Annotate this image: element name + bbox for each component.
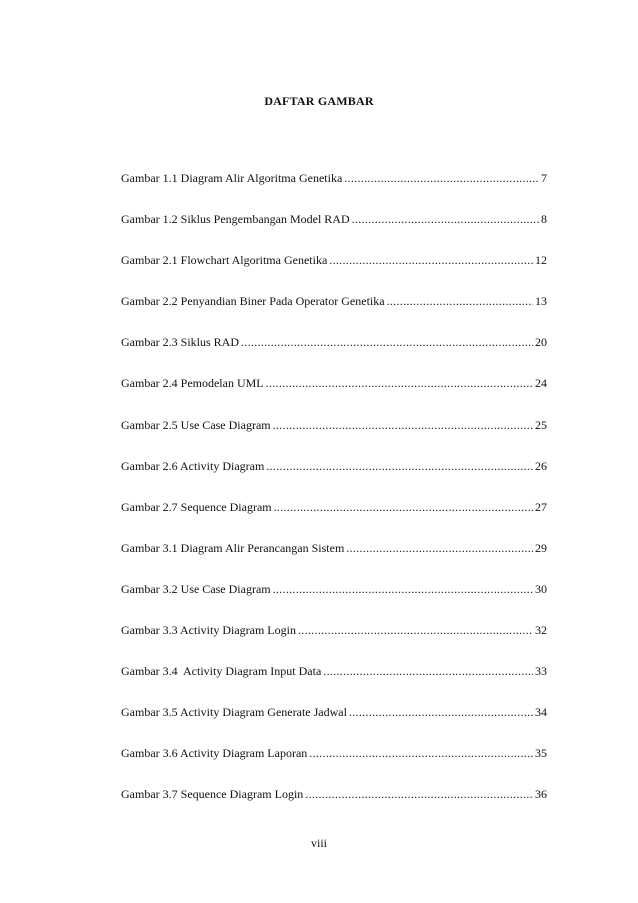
toc-entry xyxy=(121,746,547,763)
dot-leader xyxy=(266,376,533,391)
toc-entry-page: 29 xyxy=(535,540,547,555)
dot-leader xyxy=(323,664,533,679)
toc-entry-page: 30 xyxy=(535,581,547,596)
dot-leader xyxy=(346,541,533,556)
toc-entry-page: 27 xyxy=(535,499,547,514)
toc-entry xyxy=(121,212,547,229)
toc-entry-label: Gambar 3.4 Activity Diagram Input Data xyxy=(121,664,322,679)
toc-entry-label: Gambar 2.6 Activity Diagram xyxy=(121,458,265,473)
toc-entry xyxy=(121,541,547,558)
toc-entry-page: 26 xyxy=(535,458,547,473)
toc-entry-label: Gambar 3.2 Use Case Diagram xyxy=(121,581,271,596)
toc-entry-page: 13 xyxy=(535,294,547,309)
dot-leader xyxy=(266,459,533,474)
toc-entry xyxy=(121,253,547,270)
toc-entry-page: 7 xyxy=(541,171,547,185)
toc-entry-label: Gambar 3.7 Sequence Diagram Login xyxy=(121,787,304,802)
toc-entry xyxy=(121,459,547,476)
toc-entry xyxy=(121,335,547,352)
toc-entry xyxy=(121,664,547,681)
toc-entry-label: Gambar 2.3 Siklus RAD xyxy=(121,335,239,350)
toc-entry xyxy=(121,376,547,393)
toc-entry-label: Gambar 2.1 Flowchart Algoritma Genetika xyxy=(121,253,328,268)
dot-leader xyxy=(344,171,539,186)
toc-entry xyxy=(121,171,547,188)
dot-leader xyxy=(387,294,533,309)
dot-leader xyxy=(274,500,533,515)
toc-entry-page: 25 xyxy=(535,417,547,432)
toc-entry-page: 32 xyxy=(535,623,547,638)
toc-entry-page: 36 xyxy=(535,787,547,802)
toc-entry-page: 24 xyxy=(535,376,547,391)
toc-entry-label: Gambar 3.5 Activity Diagram Generate Jadwal xyxy=(121,705,347,720)
list-of-figures xyxy=(121,171,547,829)
toc-entry xyxy=(121,705,547,722)
toc-entry-label: Gambar 2.2 Penyandian Biner Pada Operator Genetika xyxy=(121,294,385,309)
toc-entry-label: Gambar 3.3 Activity Diagram Login xyxy=(121,623,296,638)
toc-entry-label: Gambar 2.7 Sequence Diagram xyxy=(121,499,272,514)
dot-leader xyxy=(329,253,533,268)
toc-entry xyxy=(121,623,547,640)
dot-leader xyxy=(305,787,533,802)
dot-leader xyxy=(241,335,533,350)
toc-entry-label: Gambar 2.5 Use Case Diagram xyxy=(121,417,271,432)
toc-entry-page: 8 xyxy=(541,212,547,227)
toc-entry xyxy=(121,294,547,311)
toc-entry-page: 35 xyxy=(535,746,547,761)
toc-entry-label: Gambar 3.6 Activity Diagram Laporan xyxy=(121,746,308,761)
dot-leader xyxy=(273,582,533,597)
toc-entry-page: 20 xyxy=(535,335,547,350)
page-title: DAFTAR GAMBAR xyxy=(264,94,374,108)
dot-leader xyxy=(298,623,533,638)
toc-entry xyxy=(121,787,547,804)
dot-leader xyxy=(273,418,533,433)
toc-entry-label: Gambar 3.1 Diagram Alir Perancangan Sistem xyxy=(121,540,345,555)
toc-entry xyxy=(121,418,547,435)
toc-entry-page: 34 xyxy=(535,705,547,720)
toc-entry xyxy=(121,500,547,517)
toc-entry xyxy=(121,582,547,599)
toc-entry-page: 12 xyxy=(535,253,547,268)
dot-leader xyxy=(309,746,533,761)
dot-leader xyxy=(352,212,539,227)
dot-leader xyxy=(349,705,533,720)
toc-entry-label: Gambar 1.2 Siklus Pengembangan Model RAD xyxy=(121,212,350,227)
toc-entry-label: Gambar 1.1 Diagram Alir Algoritma Genetika xyxy=(121,171,343,185)
toc-entry-page: 33 xyxy=(535,664,547,679)
page-number: viii xyxy=(310,836,327,850)
toc-entry-label: Gambar 2.4 Pemodelan UML xyxy=(121,376,264,391)
